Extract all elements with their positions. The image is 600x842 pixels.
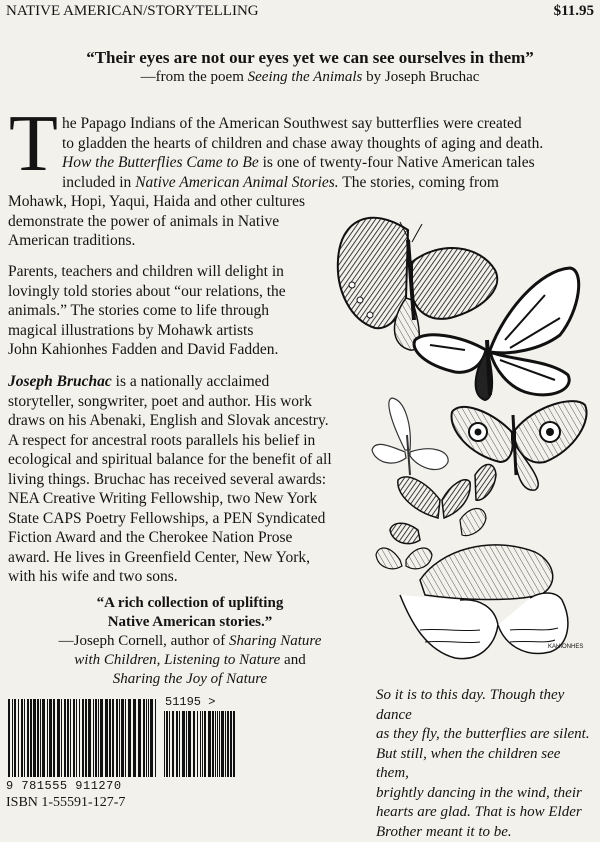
epigraph-quote: “Their eyes are not our eyes yet we can see ourselves in them”: [60, 48, 560, 68]
praise-attribution: [40, 670, 340, 689]
paragraph-line: A respect for ancestral roots parallels his belief in: [8, 431, 358, 451]
closing-passage: [376, 686, 596, 842]
paragraph-line: with his wife and two sons.: [8, 567, 358, 587]
closing-line: brightly dancing in the wind, their: [376, 784, 596, 804]
bio-text: is a nationally acclaimed: [112, 373, 270, 390]
intro-text: The stories, coming from: [339, 174, 499, 191]
barcode-block: [6, 695, 238, 815]
paragraph-line: Fiction Award and the Cherokee Nation Prose: [8, 528, 358, 548]
paragraph-line: storyteller, songwriter, poet and author. His work: [8, 392, 358, 412]
barcode-digits: 9 781555 911270: [6, 779, 122, 793]
praise-book-title: with Children, Listening to Nature: [74, 652, 280, 668]
illustration-signature: KAHIONHES: [548, 644, 583, 650]
paragraph-line: [8, 372, 358, 392]
category-label: NATIVE AMERICAN/STORYTELLING: [6, 3, 259, 20]
paragraph-line: lovingly told stories about “our relations, the: [8, 282, 358, 302]
epigraph-poem-title: Seeing the Animals: [248, 69, 363, 85]
epigraph: [60, 48, 560, 87]
paragraph-line: John Kahionhes Fadden and David Fadden.: [8, 340, 358, 360]
paragraph-line: Parents, teachers and children will delight in: [8, 262, 358, 282]
paragraph-line: ecological and spiritual balance for the benefit of all: [8, 450, 358, 470]
book-title-italic: How the Butterflies Came to Be: [62, 154, 259, 171]
closing-line: Brother meant it to be.: [376, 823, 596, 842]
intro-line: [8, 153, 592, 173]
butterflies-illustration: [330, 200, 600, 680]
paragraph-line: magical illustrations by Mohawk artists: [8, 321, 358, 341]
paragraph-line: award. He lives in Greenfield Center, New York,: [8, 548, 358, 568]
praise-quote: [40, 594, 340, 689]
praise-book-title: Sharing Nature: [229, 633, 321, 649]
closing-line: as they fly, the butterflies are silent.: [376, 725, 596, 745]
author-name: Joseph Bruchac: [8, 373, 112, 390]
praise-attr-text: —Joseph Cornell, author of: [59, 633, 229, 649]
intro-line: American traditions.: [8, 231, 592, 251]
intro-line: Mohawk, Hopi, Yaqui, Haida and other cultures: [8, 192, 592, 212]
paragraph-line: draws on his Abenaki, English and Slovak ancestry.: [8, 411, 358, 431]
closing-line: So it is to this day. Though they dance: [376, 686, 596, 725]
price-label: $11.95: [554, 3, 594, 20]
praise-line: Native American stories.”: [40, 613, 340, 632]
paragraph-line: animals.” The stories come to life through: [8, 301, 358, 321]
epigraph-attr-suffix: by Joseph Bruchac: [362, 69, 479, 85]
paragraph-line: living things. Bruchac has received several awards:: [8, 470, 358, 490]
spotted-butterfly: [452, 401, 587, 490]
intro-line: [8, 173, 592, 193]
large-dark-butterfly: [338, 218, 497, 350]
book-title-italic: Native American Animal Stories.: [135, 174, 339, 191]
intro-line: to gladden the hearts of children and chase away thoughts of aging and death.: [8, 134, 592, 154]
praise-attribution: [40, 651, 340, 670]
praise-attr-text: and: [280, 652, 305, 668]
epigraph-attr-prefix: —from the poem: [141, 69, 248, 85]
isbn-label: ISBN 1-55591-127-7: [6, 795, 125, 811]
closing-line: hearts are glad. That is how Elder: [376, 803, 596, 823]
intro-line: he Papago Indians of the American Southwest say butterflies were created: [8, 114, 592, 134]
closing-line: But still, when the children see them,: [376, 745, 596, 784]
intro-line: demonstrate the power of animals in Native: [8, 212, 592, 232]
epigraph-attribution: [60, 68, 560, 87]
barcode-addon-label: 51195 >: [165, 695, 215, 709]
intro-text: is one of twenty-four Native American tales: [259, 154, 535, 171]
praise-book-title: Sharing the Joy of Nature: [113, 671, 267, 687]
praise-line: “A rich collection of uplifting: [40, 594, 340, 613]
paragraph-line: State CAPS Poetry Fellowships, a PEN Syndicated: [8, 509, 358, 529]
author-bio-paragraph: [8, 372, 358, 587]
parents-paragraph: [8, 262, 358, 360]
white-butterfly: [372, 398, 448, 475]
intro-text: included in: [62, 174, 135, 191]
paragraph-line: NEA Creative Writing Fellowship, two New York: [8, 489, 358, 509]
praise-attribution: [40, 632, 340, 651]
drop-cap: T: [9, 104, 58, 184]
header-bar: [6, 2, 594, 20]
